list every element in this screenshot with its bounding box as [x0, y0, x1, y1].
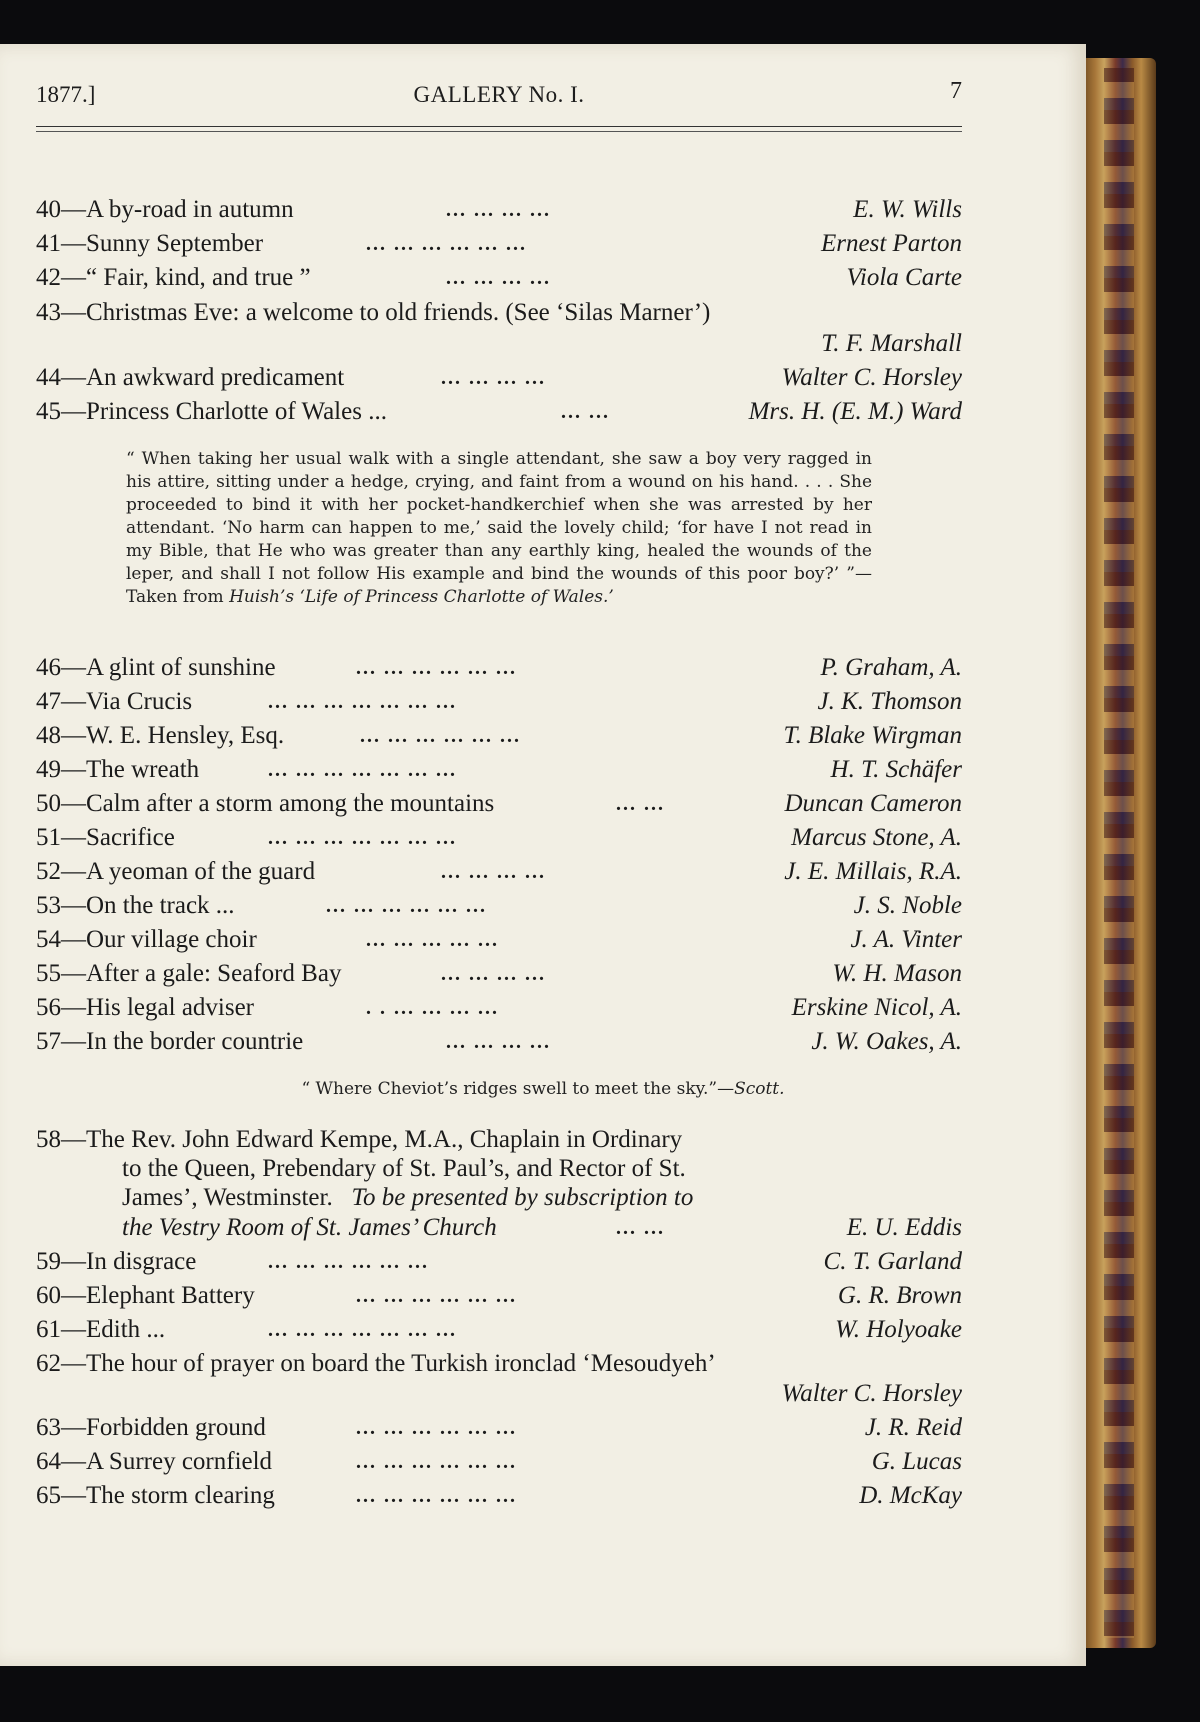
catalogue-entry: 41—Sunny September ... ... ... ... ... ... Ernest Parton — [36, 230, 962, 257]
catalogue-entry: 64—A Surrey cornfield ... ... ... ... ... ... G. Lucas — [36, 1448, 962, 1475]
running-header — [36, 78, 962, 118]
catalogue-entry: 47—Via Crucis ... ... ... ... ... ... ... J. K. Thomson — [36, 688, 962, 715]
book-page-edges — [1082, 58, 1156, 1648]
header-rule-thin — [36, 131, 962, 132]
catalogue-entry: 51—Sacrifice ... ... ... ... ... ... ... Marcus Stone, A. — [36, 824, 962, 851]
catalogue-entry: 40—A by-road in autumn ... ... ... ... E. W. Wills — [36, 196, 962, 223]
entry-58-line-1: 58—The Rev. John Edward Kempe, M.A., Chaplain in Ordinary — [36, 1126, 683, 1153]
catalogue-entry: 45—Princess Charlotte of Wales ... ... ... Mrs. H. (E. M.) Ward — [36, 398, 962, 425]
entry-58-line-3: James’, Westminster. To be presented by subscription to — [122, 1184, 694, 1211]
quote-source: Scott. — [734, 1079, 785, 1099]
quote-text: “ Where Cheviot’s ridges swell to meet the sky.”— — [301, 1079, 735, 1099]
quote-source: Huish’s ‘Life of Princess Charlotte of Wales.’ — [229, 587, 614, 607]
catalogue-entry: 54—Our village choir ... ... ... ... ... J. A. Vinter — [36, 926, 962, 953]
header-year: 1877.] — [36, 82, 96, 107]
entry-43-artist-line: T. F. Marshall — [821, 330, 962, 357]
catalogue-entry: 57—In the border countrie ... ... ... ... J. W. Oakes, A. — [36, 1028, 962, 1055]
catalogue-entry: 50—Calm after a storm among the mountains ... ... Duncan Cameron — [36, 790, 962, 817]
catalogue-entry: 46—A glint of sunshine ... ... ... ... ... ... P. Graham, A. — [36, 654, 962, 681]
catalogue-entry: 44—An awkward predicament ... ... ... ... Walter C. Horsley — [36, 364, 962, 391]
catalogue-entry: 61—Edith ... ... ... ... ... ... ... ... W. Holyoake — [36, 1316, 962, 1343]
catalogue-entry: 53—On the track ... ... ... ... ... ... ... J. S. Noble — [36, 892, 962, 919]
entry-58-line-4: the Vestry Room of St. James’ Church ... ... E. U. Eddis — [122, 1214, 962, 1241]
catalogue-entry: 48—W. E. Hensley, Esq. ... ... ... ... ... ... T. Blake Wirgman — [36, 722, 962, 749]
catalogue-entry: 52—A yeoman of the guard ... ... ... ... J. E. Millais, R.A. — [36, 858, 962, 885]
entry-57-quotation — [0, 1078, 1086, 1101]
header-title: GALLERY No. I. — [413, 82, 585, 107]
entry-62-title: 62—The hour of prayer on board the Turkish ironclad ‘Mesoudyeh’ — [36, 1350, 716, 1377]
catalogue-entry: 42—“ Fair, kind, and true ” ... ... ... ... Viola Carte — [36, 264, 962, 291]
catalogue-entry: 60—Elephant Battery ... ... ... ... ... ... G. R. Brown — [36, 1282, 962, 1309]
catalogue-entry: 63—Forbidden ground ... ... ... ... ... ... J. R. Reid — [36, 1414, 962, 1441]
entry-45-quotation — [126, 448, 872, 609]
page-number: 7 — [950, 78, 962, 104]
catalogue-entry: 59—In disgrace ... ... ... ... ... ... C. T. Garland — [36, 1248, 962, 1275]
entry-58-line-2: to the Queen, Prebendary of St. Paul’s, and Rector of St. — [122, 1155, 686, 1182]
catalogue-entry: 56—His legal adviser . . ... ... ... ... Erskine Nicol, A. — [36, 994, 962, 1021]
header-rule — [36, 126, 962, 127]
entry-62-artist-line: Walter C. Horsley — [781, 1380, 962, 1407]
catalogue-entry: 49—The wreath ... ... ... ... ... ... ... H. T. Schäfer — [36, 756, 962, 783]
catalogue-entry: 55—After a gale: Seaford Bay ... ... ... ... W. H. Mason — [36, 960, 962, 987]
quote-text: “ When taking her usual walk with a single attendant, she saw a boy very ragged in his attire, sitting under a hedge, crying, and faint from a wound on his hand. . . . She proceeded to bind it with her pocket-handkerchief when she was arrested by her attendant. ‘No harm can happen to me,’ said the lovely child; ‘for have I not read in my Bible, that He who was greater than any earthly king, healed the wounds of the leper, and shall I not follow His example and bind the wounds of this poor boy?’ ”—Taken from — [126, 449, 872, 607]
catalogue-entry: 65—The storm clearing ... ... ... ... ... ... D. McKay — [36, 1482, 962, 1509]
entry-43-title: 43—Christmas Eve: a welcome to old friends. (See ‘Silas Marner’) — [36, 299, 711, 326]
